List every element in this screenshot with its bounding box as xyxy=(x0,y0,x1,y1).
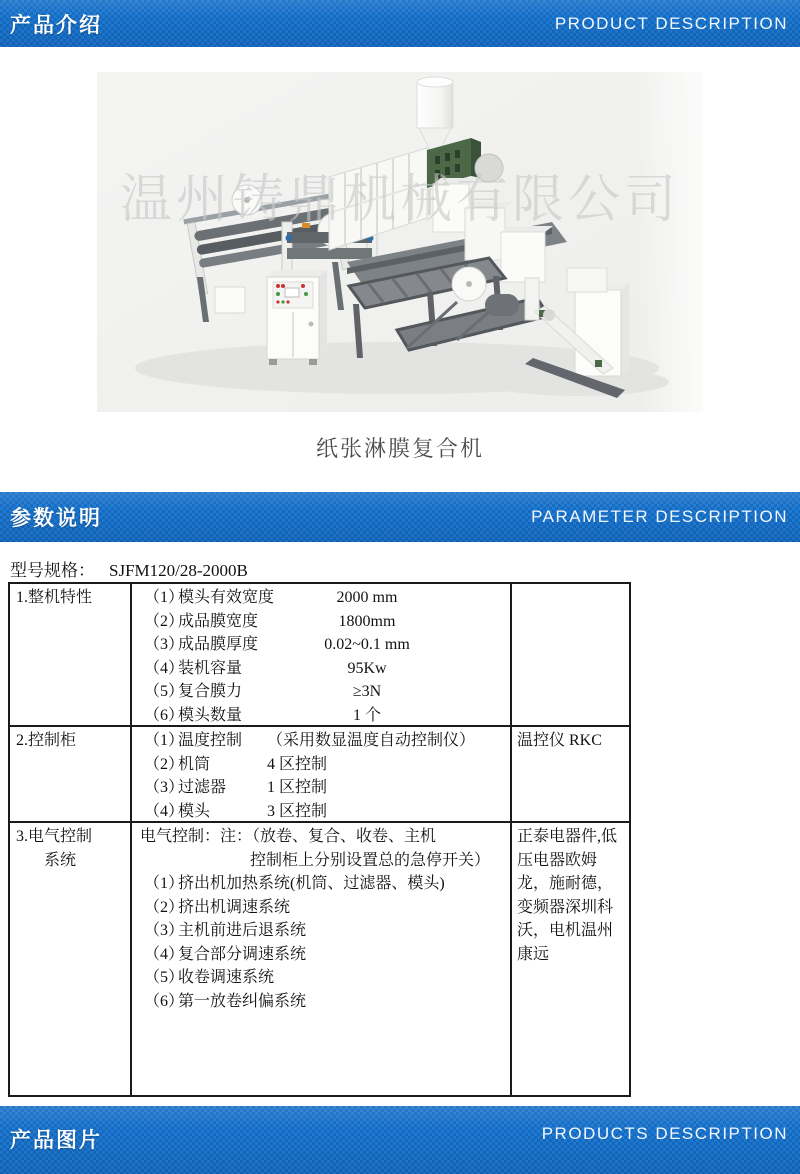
spec-item-line: （2） 挤出机调速系统 xyxy=(144,898,291,916)
spec-item-line: （3） 过滤器 1 区控制 xyxy=(144,779,328,796)
spec-item-line: （1） 挤出机加热系统(机筒、过滤器、模头) xyxy=(144,875,445,892)
banner-parameter-description xyxy=(0,492,800,542)
banner-title-zh: 参数说明 xyxy=(10,507,102,530)
spec-item-line: （4） 复合部分调速系统 xyxy=(144,945,307,963)
spec-category-electric-control: 3.电气控制 系统 xyxy=(10,823,132,1095)
banner-product-pictures xyxy=(0,1106,800,1174)
spec-category-machine-features: 1.整机特性 xyxy=(10,584,132,727)
spec-item-line: （3） 成品膜厚度 0.02~0.1 mm xyxy=(144,636,410,653)
spec-item-line: （2） 机筒 4 区控制 xyxy=(144,755,328,773)
spec-table xyxy=(8,582,631,1097)
spec-items-machine-features xyxy=(132,584,512,727)
banner-title-zh: 产品图片 xyxy=(10,1129,102,1152)
spec-category-control-cabinet: 2.控制柜 xyxy=(10,727,132,823)
hopper xyxy=(417,82,453,128)
model-spec-line xyxy=(10,556,800,580)
spec-item-line: （2） 成品膜宽度 1800mm xyxy=(144,612,396,630)
spec-items-control-cabinet xyxy=(132,727,512,823)
spec-item-line: （5） 复合膜力 ≥3N xyxy=(144,683,382,700)
spec-item-line: （6） 第一放卷纠偏系统 xyxy=(144,992,307,1010)
spec-item-line: （1） 模头有效宽度 2000 mm xyxy=(144,589,398,606)
spec-item-line: （6） 模头数量 1 个 xyxy=(144,706,381,724)
spec-note-line: 控制柜上分别设置总的急停开关） xyxy=(250,851,491,869)
spec-item-line: （4） 模头 3 区控制 xyxy=(144,802,328,820)
spec-item-line: （1） 温度控制 （采用数显温度自动控制仪） xyxy=(144,732,476,749)
banner-product-description xyxy=(0,0,800,47)
spec-remark-empty xyxy=(512,584,629,727)
spec-item-line: （4） 装机容量 95Kw xyxy=(144,659,387,677)
machine-illustration xyxy=(97,72,703,412)
banner-title-en: PRODUCT DESCRIPTION xyxy=(554,13,788,33)
banner-title-en: PRODUCTS DESCRIPTION xyxy=(541,1124,788,1143)
model-value: SJFM120/28-2000B xyxy=(109,561,248,580)
spec-items-electric-control xyxy=(132,823,512,1095)
banner-title-zh: 产品介绍 xyxy=(10,13,102,37)
spec-item-line: （5） 收卷调速系统 xyxy=(144,969,275,986)
watermark-text: 温州铸鼎机械有限公司 xyxy=(119,171,681,229)
spec-note-line: 电气控制：注：（放卷、复合、收卷、主机 xyxy=(140,828,437,845)
model-label: 型号规格： xyxy=(10,561,95,580)
product-image-section xyxy=(0,47,800,412)
spec-remark-temp-controller: 温控仪 RKC xyxy=(512,727,629,823)
spec-item-line: （3） 主机前进后退系统 xyxy=(144,922,307,939)
banner-title-en: PARAMETER DESCRIPTION xyxy=(531,507,788,526)
product-caption: 纸张淋膜复合机 xyxy=(315,436,484,461)
control-cabinet xyxy=(267,270,327,365)
spec-remark-electric-brands: 正泰电器件,低压电器欧姆龙，施耐德，变频器深圳科沃，电机温州康远 xyxy=(517,828,618,963)
